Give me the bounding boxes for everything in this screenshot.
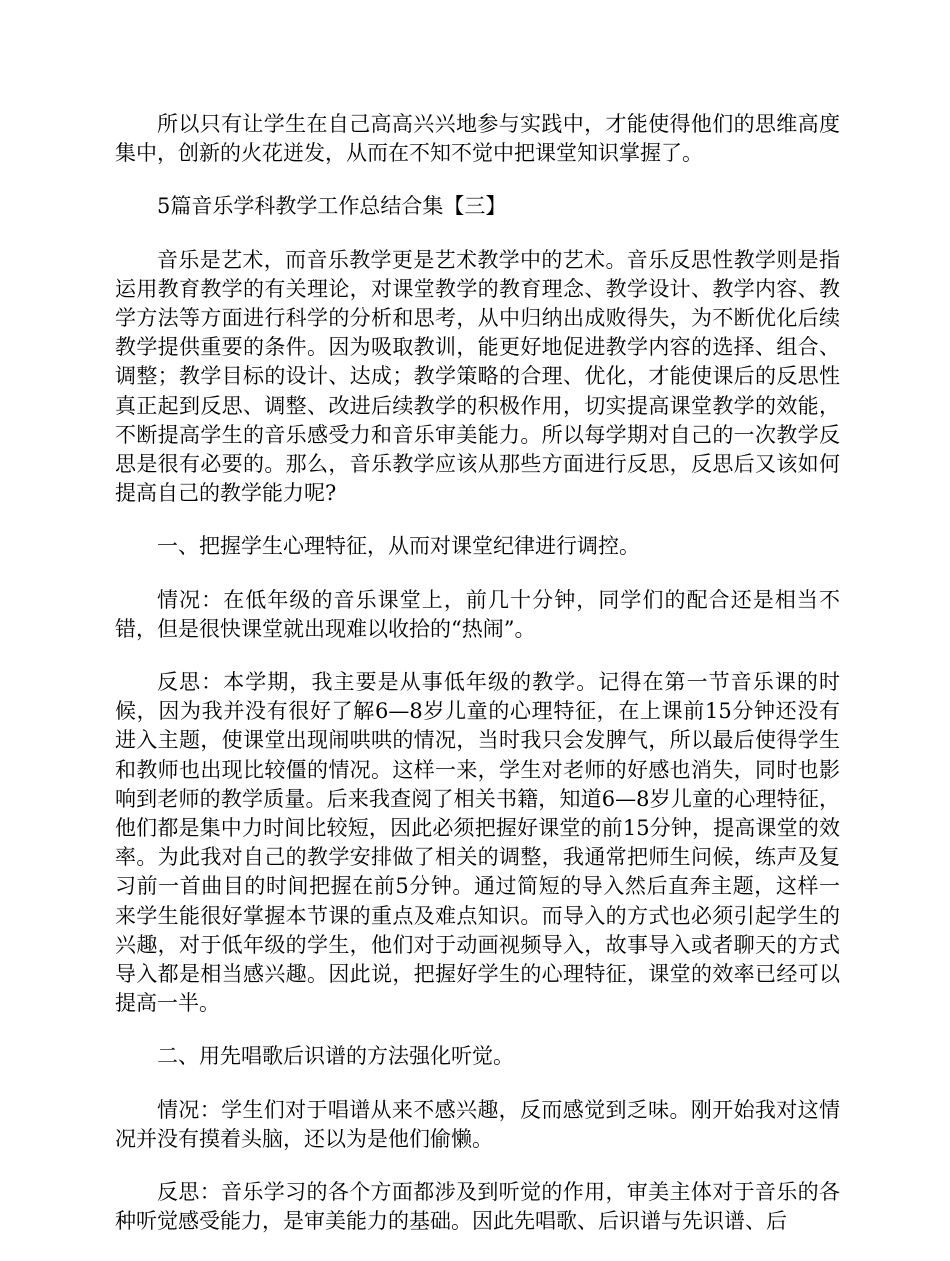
paragraph-music-reflection-overview: 音乐是艺术，而音乐教学更是艺术教学中的艺术。音乐反思性教学则是指运用教育教学的有关理论，对课堂教学的教育理念、教学设计、教学内容、教学方法等方面进行科学的分析和思考，从中归纳出成败得失，为不断优化后续教学提供重要的条件。因为吸取教训，能更好地促进教学内容的选择、组合、调整；教学目标的设计、达成；教学策略的合理、优化，才能使课后的反思性真正起到反思、调整、改进后续教学的积极作用，切实提高课堂教学的效能，不断提高学生的音乐感受力和音乐审美能力。所以每学期对自己的一次教学反思是很有必要的。那么，音乐教学应该从那些方面进行反思，反思后又该如何提高自己的教学能力呢? [115,247,840,506]
section-heading-part-three: 5篇音乐学科教学工作总结合集【三】 [157,194,507,219]
paragraph-situation-two: 情况：学生们对于唱谱从来不感兴趣，反而感觉到乏味。刚开始我对这情况并没有摸着头脑，还以为是他们偷懒。 [115,1097,840,1151]
document-body [115,110,840,1261]
paragraph-reflection-two: 反思：音乐学习的各个方面都涉及到听觉的作用，审美主体对于音乐的各种听觉感受能力，是审美能力的基础。因此先唱歌、后识谱与先识谱、后 [115,1180,840,1234]
paragraph-intro-conclusion: 所以只有让学生在自己高高兴兴地参与实践中，才能使得他们的思维高度集中，创新的火花迸发，从而在不知不觉中把课堂知识掌握了。 [115,112,840,166]
paragraph-reflection-one: 反思：本学期，我主要是从事低年级的教学。记得在第一节音乐课的时候，因为我并没有很好了解6—8岁儿童的心理特征，在上课前15分钟还没有进入主题，使课堂出现闹哄哄的情况，当时我只会发脾气，所以最后使得学生和教师也出现比较僵的情况。这样一来，学生对老师的好感也消失，同时也影响到老师的教学质量。后来我查阅了相关书籍，知道6—8岁儿童的心理特征，他们都是集中力时间比较短，因此必须把握好课堂的前15分钟，提高课堂的效率。为此我对自己的教学安排做了相关的调整，我通常把师生问候，练声及复习前一首曲目的时间把握在前5分钟。通过简短的导入然后直奔主题，这样一来学生能很好掌握本节课的重点及难点知识。而导入的方式也必须引起学生的兴趣，对于低年级的学生，他们对于动画视频导入，故事导入或者聊天的方式导入都是相当感兴趣。因此说，把握好学生的心理特征，课堂的效率已经可以提高一半。 [115,670,840,1016]
subheading-singing-before-notation: 二、用先唱歌后识谱的方法强化听觉。 [157,1044,514,1069]
subheading-classroom-discipline: 一、把握学生心理特征，从而对课堂纪律进行调控。 [157,534,640,559]
paragraph-situation-one: 情况：在低年级的音乐课堂上，前几十分钟，同学们的配合还是相当不错，但是很快课堂就出现难以收拾的“热闹”。 [115,587,840,641]
